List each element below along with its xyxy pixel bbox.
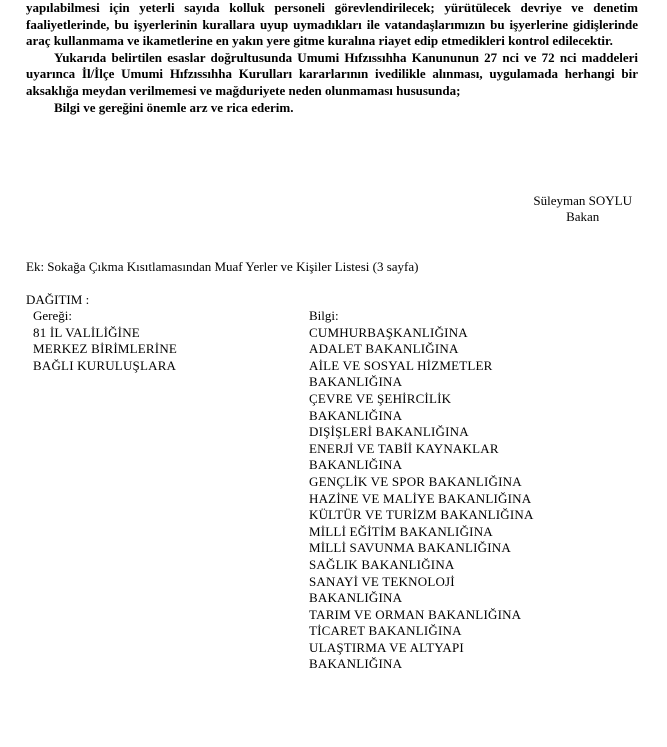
list-item: BAĞLI KURULUŞLARA bbox=[33, 357, 177, 373]
list-item: GENÇLİK VE SPOR BAKANLIĞINA bbox=[309, 473, 522, 489]
attachment-note: Ek: Sokağa Çıkma Kısıtlamasından Muaf Yerler ve Kişiler Listesi (3 sayfa) bbox=[26, 259, 419, 274]
list-item: BAKANLIĞINA bbox=[309, 656, 403, 672]
distribution-action-column bbox=[33, 308, 177, 374]
distribution-info-column bbox=[309, 308, 534, 673]
paragraph-1: yapılabilmesi için yeterli sayıda kolluk personeli görevlendirilecek; yürütülecek devriye ve denetim faaliyetlerinde, bu işyerlerinin kurallara uyup uymadıkları ile vatandaşlarımızın bu işyerlerine gidişlerinde araç kullanmama ve ikametlerine en yakın yere gitme kuralına riayet edip etmedikleri kontrol edilecektir. bbox=[26, 0, 638, 49]
signatory-title: Bakan bbox=[566, 209, 600, 224]
letter-body bbox=[26, 0, 638, 116]
list-item: SAĞLIK BAKANLIĞINA bbox=[309, 556, 455, 572]
list-item: ULAŞTIRMA VE ALTYAPI bbox=[309, 639, 464, 655]
list-item: HAZİNE VE MALİYE BAKANLIĞINA bbox=[309, 490, 532, 506]
list-item: ENERJİ VE TABİİ KAYNAKLAR bbox=[309, 440, 499, 456]
list-item: ÇEVRE VE ŞEHİRCİLİK bbox=[309, 390, 452, 406]
list-item: AİLE VE SOSYAL HİZMETLER bbox=[309, 357, 493, 373]
list-item: MERKEZ BİRİMLERİNE bbox=[33, 341, 178, 357]
list-item: CUMHURBAŞKANLIĞINA bbox=[309, 324, 468, 340]
list-item: SANAYİ VE TEKNOLOJİ bbox=[309, 573, 455, 589]
info-label: Bilgi: bbox=[309, 308, 339, 323]
distribution-title: DAĞITIM : bbox=[26, 292, 90, 307]
list-item: 81 İL VALİLİĞİNE bbox=[33, 324, 140, 340]
list-item: MİLLİ EĞİTİM BAKANLIĞINA bbox=[309, 523, 493, 539]
list-item: TİCARET BAKANLIĞINA bbox=[309, 623, 462, 639]
list-item: KÜLTÜR VE TURİZM BAKANLIĞINA bbox=[309, 507, 534, 523]
list-item: BAKANLIĞINA bbox=[309, 590, 403, 606]
list-item: ADALET BAKANLIĞINA bbox=[309, 341, 459, 357]
list-item: TARIM VE ORMAN BAKANLIĞINA bbox=[309, 606, 522, 622]
info-list bbox=[309, 325, 534, 673]
list-item: DIŞİŞLERİ BAKANLIĞINA bbox=[309, 424, 469, 440]
paragraph-2: Yukarıda belirtilen esaslar doğrultusunda Umumi Hıfzıssıhha Kanununun 27 nci ve 72 nci maddeleri uyarınca İl/İlçe Umumi Hıfzıssıhha Kurulları kararlarının ivedilikle alınması, uygulamada herhangi bir aksaklığa meydan verilmemesi ve mağduriyete neden olunmaması hususunda; bbox=[26, 49, 638, 98]
document-page bbox=[26, 0, 638, 116]
list-item: BAKANLIĞINA bbox=[309, 374, 403, 390]
paragraph-3: Bilgi ve gereğini önemle arz ve rica ederim. bbox=[54, 99, 294, 115]
list-item: BAKANLIĞINA bbox=[309, 457, 403, 473]
signature-block bbox=[533, 193, 632, 225]
signatory-name: Süleyman SOYLU bbox=[533, 193, 632, 208]
action-label: Gereği: bbox=[33, 308, 72, 323]
list-item: MİLLİ SAVUNMA BAKANLIĞINA bbox=[309, 540, 511, 556]
action-list bbox=[33, 325, 177, 375]
list-item: BAKANLIĞINA bbox=[309, 407, 403, 423]
